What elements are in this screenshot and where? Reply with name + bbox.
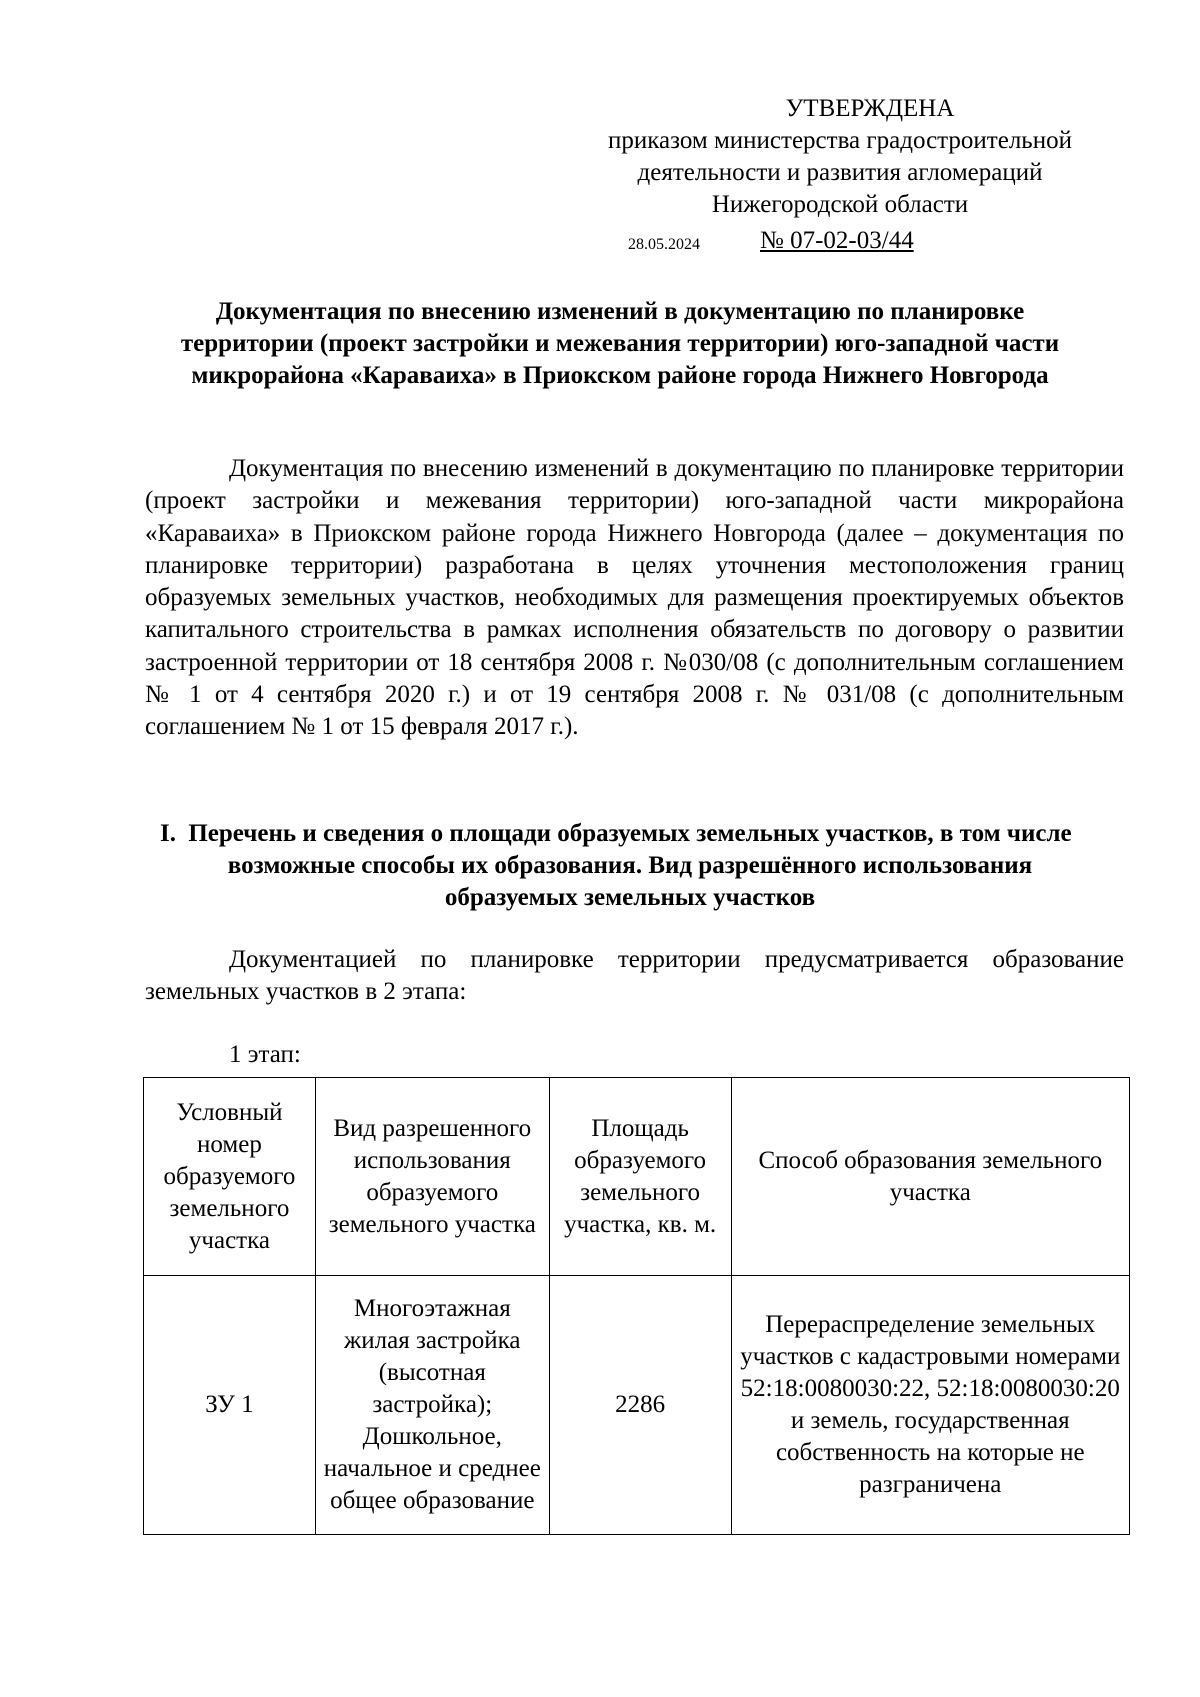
order-date: 28.05.2024 <box>628 236 700 253</box>
cell-area: 2286 <box>549 1276 731 1535</box>
section-1-title: Перечень и сведения о площади образуемых земельных участков, в том числе возможные способы их образования. Вид разрешённого использования образуемых земельных участков <box>188 820 1072 911</box>
approval-line-3: Нижегородской области <box>711 191 969 218</box>
cell-formation-method: Перераспределение земельных участков с кадастровыми номерами 52:18:0080030:22, 52:18:0080030:20 и земель, государственная собственность на которые не разграничена <box>731 1276 1129 1535</box>
approval-line-1: приказом министерства градостроительной <box>608 127 1072 154</box>
approval-stamp <box>560 93 1120 221</box>
order-row <box>0 227 1200 259</box>
stage-1-label: 1 этап: <box>229 1041 301 1068</box>
cell-permitted-use: Многоэтажная жилая застройка (высотная застройка); Дошкольное, начальное и среднее общее образование <box>315 1276 549 1535</box>
section-1-paragraph: Документацией по планировке территории предусматривается образование земельных участков в 2 этапа: <box>145 946 1124 1006</box>
intro-paragraph: Документация по внесению изменений в документацию по планировке территории (проект застройки и межевания территории) юго-западной части микрорайона «Караваиха» в Приокском районе города Нижнего Новгорода (далее – документация по планировке территории) разработана в целях уточнения местоположения границ образуемых земельных участков, необходимых для размещения проектируемых объектов капитального строительства в рамках исполнения обязательств по договору о развитии застроенной территории от 18 сентября 2008 г. №030/08 (с дополнительным соглашением № 1 от 4 сентября 2020 г.) и от 19 сентября 2008 г. № 031/08 (с дополнительным соглашением № 1 от 15 февраля 2017 г.). <box>145 455 1124 741</box>
approved-label: УТВЕРЖДЕНА <box>785 95 955 122</box>
document-title: Документация по внесению изменений в документацию по планировке территории (проект застройки и межевания территории) юго-западной части микрорайона «Караваиха» в Приокском районе города Нижнего Новгорода <box>180 298 1060 389</box>
header-area: Площадь образуемого земельного участка, кв. м. <box>549 1078 731 1276</box>
table-header-row <box>144 1078 1130 1276</box>
section-1-number: I. <box>160 820 176 847</box>
header-parcel-number: Условный номер образуемого земельного участка <box>144 1078 316 1276</box>
table-row <box>144 1276 1130 1535</box>
header-formation-method: Способ образования земельного участка <box>731 1078 1129 1276</box>
cell-parcel-number: ЗУ 1 <box>144 1276 316 1535</box>
header-permitted-use: Вид разрешенного использования образуемого земельного участка <box>315 1078 549 1276</box>
section-1-heading <box>160 818 1100 914</box>
approval-line-2: деятельности и развития агломераций <box>637 159 1043 186</box>
order-number: № 07-02-03/44 <box>760 227 914 254</box>
parcels-table <box>143 1077 1130 1535</box>
